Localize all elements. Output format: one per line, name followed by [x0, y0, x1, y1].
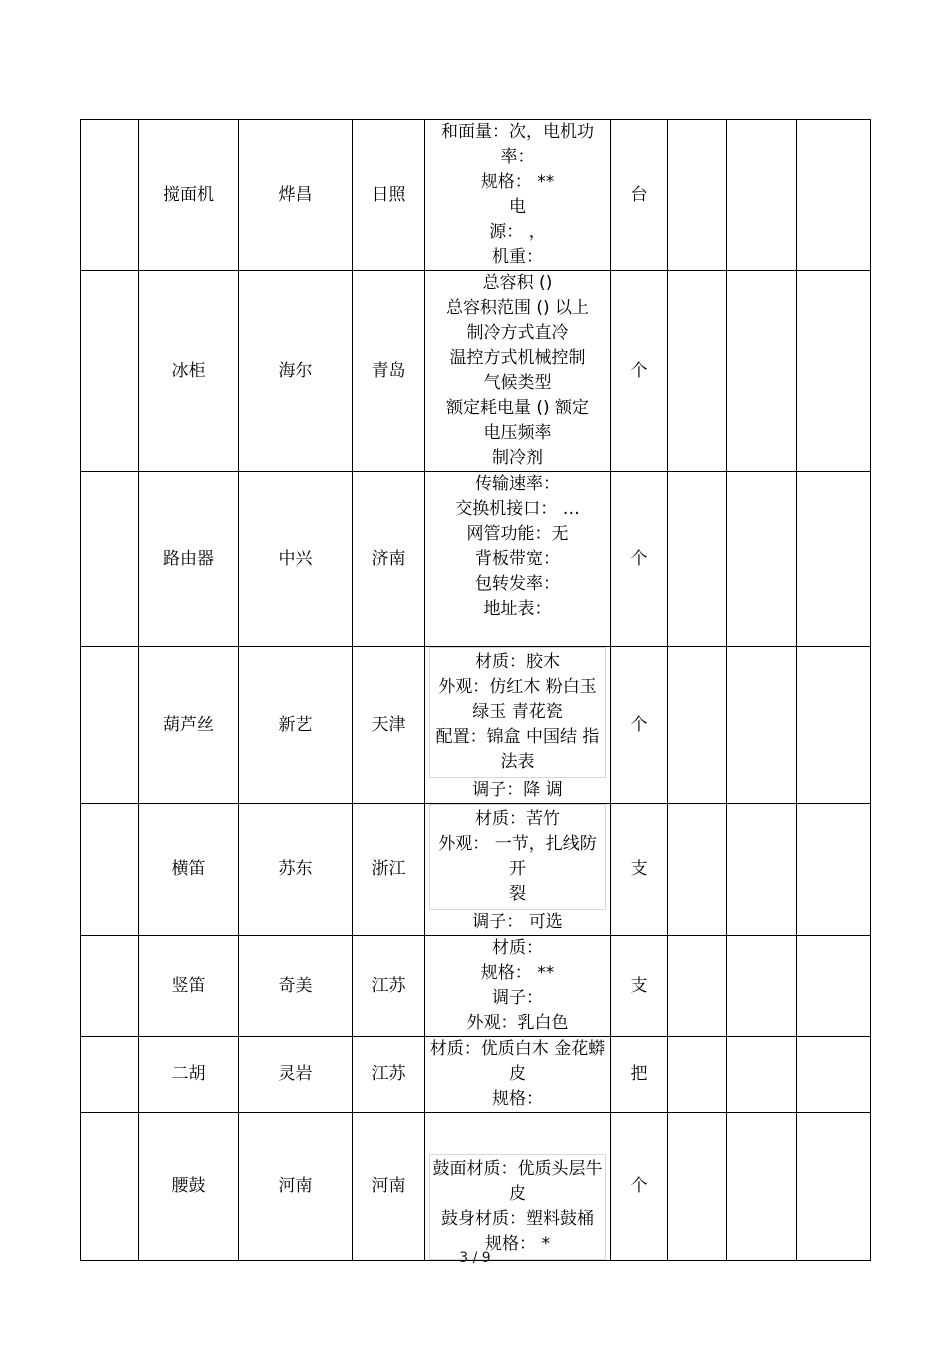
remark-cell [797, 120, 871, 271]
price-cell [727, 936, 797, 1037]
spec-cell [425, 936, 611, 1037]
spec-line: 规格： [492, 1089, 543, 1109]
table-row [81, 1113, 871, 1261]
spec-line: 规格： ** [480, 963, 555, 983]
spec-line: 外观：乳白色 [466, 1013, 569, 1033]
origin-cell: 日照 [353, 120, 425, 271]
product-name-cell: 横笛 [139, 804, 239, 936]
spec-line: 外观：仿红木 粉白玉 [438, 677, 597, 697]
spec-cell [425, 647, 611, 804]
table-row [81, 271, 871, 472]
unit-cell: 支 [611, 804, 668, 936]
quantity-cell [668, 1113, 727, 1261]
table-row [81, 472, 871, 647]
spec-line: 规格： * [485, 1234, 550, 1254]
index-cell [81, 271, 139, 472]
origin-cell: 浙江 [353, 804, 425, 936]
spec-line: 配置：锦盒 中国结 指 [435, 727, 600, 747]
brand-cell: 灵岩 [239, 1037, 353, 1113]
brand-cell: 苏东 [239, 804, 353, 936]
unit-cell: 个 [611, 271, 668, 472]
brand-cell: 河南 [239, 1113, 353, 1261]
spec-cell [425, 804, 611, 936]
spec-line: 法表 [500, 752, 535, 772]
index-cell [81, 1113, 139, 1261]
brand-cell: 奇美 [239, 936, 353, 1037]
product-name-cell: 路由器 [139, 472, 239, 647]
brand-cell: 新艺 [239, 647, 353, 804]
price-cell [727, 120, 797, 271]
spec-line: 规格： ** [480, 172, 555, 192]
product-name-cell: 冰柜 [139, 271, 239, 472]
product-name-cell: 搅面机 [139, 120, 239, 271]
remark-cell [797, 1037, 871, 1113]
spec-line: 皮 [509, 1184, 526, 1204]
unit-cell: 个 [611, 647, 668, 804]
spec-line: 调子：降 调 [472, 780, 563, 800]
spec-line: 鼓身材质：塑料鼓桶 [441, 1209, 594, 1229]
origin-cell: 济南 [353, 472, 425, 647]
spec-line: 皮 [509, 1064, 526, 1084]
quantity-cell [668, 647, 727, 804]
quantity-cell [668, 472, 727, 647]
origin-cell: 河南 [353, 1113, 425, 1261]
spec-line: 电 [509, 197, 526, 217]
unit-cell: 个 [611, 472, 668, 647]
origin-cell: 江苏 [353, 936, 425, 1037]
spec-line: 鼓面材质：优质头层牛 [432, 1159, 603, 1179]
spec-line: 外观： 一节，扎线防开 [438, 834, 597, 879]
table-row [81, 1037, 871, 1113]
spec-line: 材质：胶木 [475, 652, 560, 672]
price-cell [727, 472, 797, 647]
price-cell [727, 804, 797, 936]
remark-cell [797, 936, 871, 1037]
origin-cell: 青岛 [353, 271, 425, 472]
unit-cell: 个 [611, 1113, 668, 1261]
index-cell [81, 804, 139, 936]
brand-cell: 中兴 [239, 472, 353, 647]
spec-box [429, 1154, 606, 1260]
brand-cell: 烨昌 [239, 120, 353, 271]
table-row [81, 647, 871, 804]
price-cell [727, 271, 797, 472]
quantity-cell [668, 804, 727, 936]
table-row [81, 120, 871, 271]
remark-cell [797, 804, 871, 936]
spec-line: 背板带宽： [475, 549, 560, 569]
table-row [81, 936, 871, 1037]
spec-line: 电压频率 [483, 423, 552, 443]
spec-line: 制冷方式直冷 [466, 323, 569, 343]
spec-line: 总容积范围 () 以上 [445, 298, 590, 318]
spec-line: 制冷剂 [492, 448, 543, 468]
quantity-cell [668, 120, 727, 271]
spec-box [429, 804, 606, 910]
spec-line: 温控方式机械控制 [449, 348, 586, 368]
remark-cell [797, 1113, 871, 1261]
unit-cell: 台 [611, 120, 668, 271]
spec-line: 传输速率： [475, 474, 560, 494]
spec-line: 气候类型 [483, 373, 552, 393]
price-cell [727, 1037, 797, 1113]
spec-cell [425, 271, 611, 472]
spec-line: 材质： [492, 938, 543, 958]
spec-cell [425, 1037, 611, 1113]
product-name-cell: 竖笛 [139, 936, 239, 1037]
index-cell [81, 647, 139, 804]
product-name-cell: 葫芦丝 [139, 647, 239, 804]
spec-line: 调子： [492, 988, 543, 1008]
brand-cell: 海尔 [239, 271, 353, 472]
spec-box [429, 647, 606, 778]
spec-line: 交换机接口： … [455, 499, 580, 519]
spec-line: 源： ， [489, 222, 546, 242]
remark-cell [797, 271, 871, 472]
spec-line: 总容积 () [482, 273, 553, 293]
spec-line: 机重： [492, 247, 543, 267]
table-row [81, 804, 871, 936]
spec-line: 率： [500, 147, 535, 167]
quantity-cell [668, 271, 727, 472]
spec-line: 地址表： [483, 599, 552, 619]
spec-line: 材质：优质白木 金花蟒 [429, 1039, 606, 1059]
origin-cell: 天津 [353, 647, 425, 804]
index-cell [81, 1037, 139, 1113]
unit-cell: 把 [611, 1037, 668, 1113]
spec-line: 包转发率： [475, 574, 560, 594]
spec-line: 和面量：次，电机功 [441, 122, 594, 142]
remark-cell [797, 647, 871, 804]
unit-cell: 支 [611, 936, 668, 1037]
spec-line: 材质：苦竹 [475, 809, 560, 829]
index-cell [81, 472, 139, 647]
spec-cell [425, 472, 611, 647]
index-cell [81, 936, 139, 1037]
spec-line: 裂 [509, 884, 526, 904]
price-cell [727, 1113, 797, 1261]
spec-line: 网管功能：无 [466, 524, 569, 544]
spec-line: 调子： 可选 [472, 912, 563, 932]
origin-cell: 江苏 [353, 1037, 425, 1113]
remark-cell [797, 472, 871, 647]
spec-cell [425, 1113, 611, 1261]
price-cell [727, 647, 797, 804]
page-number: 3 / 9 [459, 1250, 491, 1266]
quantity-cell [668, 936, 727, 1037]
product-name-cell: 二胡 [139, 1037, 239, 1113]
product-name-cell: 腰鼓 [139, 1113, 239, 1261]
quantity-cell [668, 1037, 727, 1113]
spec-line: 额定耗电量 () 额定 [445, 398, 590, 418]
product-spec-table [80, 119, 871, 1261]
spec-line: 绿玉 青花瓷 [472, 702, 563, 722]
spec-cell [425, 120, 611, 271]
index-cell [81, 120, 139, 271]
